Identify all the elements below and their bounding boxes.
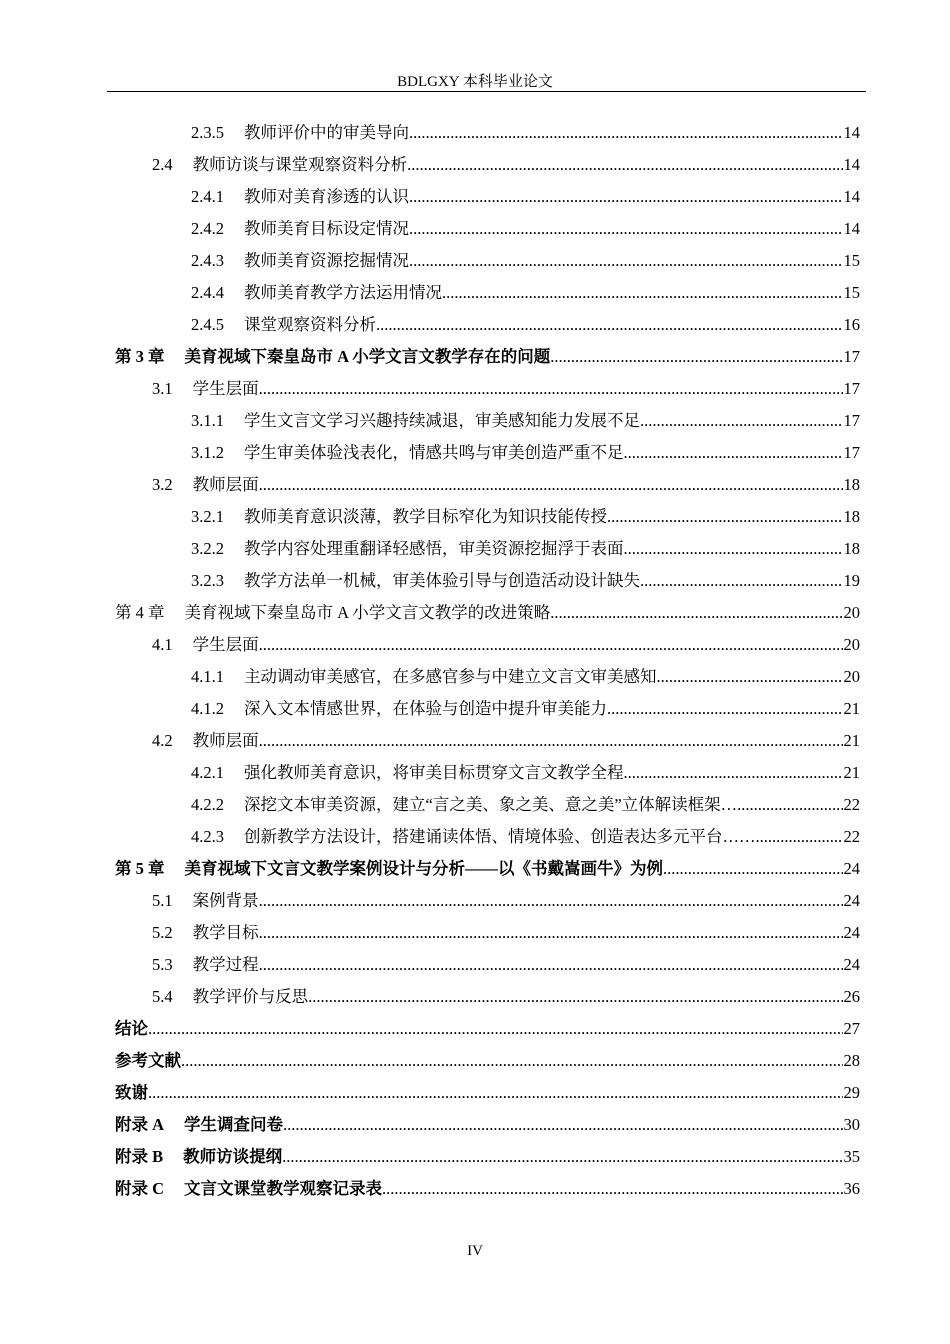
toc-entry-number: 2.4.2 bbox=[191, 219, 224, 238]
toc-dot-leader bbox=[624, 437, 843, 469]
toc-entry-title: 教学评价与反思 bbox=[192, 987, 309, 1006]
toc-entry-number: 4.2 bbox=[152, 731, 173, 750]
toc-entry-number: 附录 C bbox=[115, 1179, 165, 1198]
toc-entry-number: 4.1.1 bbox=[191, 667, 224, 686]
toc-dot-leader bbox=[607, 501, 843, 533]
toc-dot-leader bbox=[148, 1013, 843, 1045]
toc-entry-title: 教师美育意识淡薄，教学目标窄化为知识技能传授 bbox=[244, 507, 607, 526]
toc-entry-page: 16 bbox=[843, 315, 860, 334]
toc-entry-page: 22 bbox=[843, 795, 860, 814]
toc-entry-number: 3.1 bbox=[152, 379, 173, 398]
toc-dot-leader bbox=[657, 661, 843, 693]
toc-entry-page: 28 bbox=[843, 1051, 860, 1070]
toc-entry-title: 教学目标 bbox=[192, 923, 259, 942]
toc-entry-title: 创新教学方法设计，搭建诵读体悟、情境体验、创造表达多元平台…… bbox=[244, 827, 756, 846]
toc-entry-title: 深挖文本审美资源，建立“言之美、象之美、意之美”立体解读框架… bbox=[244, 795, 738, 814]
toc-entry-number: 5.3 bbox=[152, 955, 173, 974]
toc-dot-leader bbox=[624, 533, 843, 565]
toc-dot-leader bbox=[259, 949, 843, 981]
toc-entry[interactable] bbox=[115, 1077, 860, 1109]
running-header: BDLGXY 本科毕业论文 bbox=[397, 74, 553, 90]
toc-dot-leader bbox=[259, 629, 843, 661]
toc-entry-page: 35 bbox=[843, 1147, 860, 1166]
toc-entry[interactable] bbox=[115, 693, 860, 725]
toc-entry-page: 17 bbox=[843, 411, 860, 430]
toc-entry-page: 21 bbox=[843, 699, 860, 718]
toc-entry-page: 20 bbox=[843, 603, 860, 622]
toc-dot-leader bbox=[663, 853, 843, 885]
toc-entry-number: 2.4.4 bbox=[191, 283, 224, 302]
toc-entry[interactable] bbox=[115, 1045, 860, 1077]
toc-entry-number: 4.2.3 bbox=[191, 827, 224, 846]
toc-entry-page: 30 bbox=[843, 1115, 860, 1134]
toc-entry-title: 学生调查问卷 bbox=[184, 1115, 284, 1134]
toc-entry-title: 结论 bbox=[115, 1019, 148, 1038]
toc-entry[interactable] bbox=[115, 309, 860, 341]
toc-entry-title: 学生文言文学习兴趣持续减退，审美感知能力发展不足 bbox=[244, 411, 640, 430]
toc-entry[interactable] bbox=[115, 789, 860, 821]
toc-entry-page: 36 bbox=[843, 1179, 860, 1198]
toc-entry[interactable] bbox=[115, 725, 860, 757]
toc-entry-number: 3.2 bbox=[152, 475, 173, 494]
toc-entry[interactable] bbox=[115, 917, 860, 949]
toc-entry[interactable] bbox=[115, 597, 860, 629]
toc-entry[interactable] bbox=[115, 373, 860, 405]
toc-entry-number: 4.2.2 bbox=[191, 795, 224, 814]
toc-dot-leader bbox=[376, 309, 843, 341]
toc-entry-number: 第 4 章 bbox=[115, 603, 165, 622]
toc-entry-title: 强化教师美育意识，将审美目标贯穿文言文教学全程 bbox=[244, 763, 624, 782]
toc-entry-title: 教师访谈提纲 bbox=[183, 1147, 283, 1166]
toc-entry-number: 3.1.1 bbox=[191, 411, 224, 430]
toc-dot-leader bbox=[409, 181, 843, 213]
toc-entry-page: 20 bbox=[843, 667, 860, 686]
toc-entry-page: 17 bbox=[843, 379, 860, 398]
toc-entry-number: 2.4 bbox=[152, 155, 173, 174]
toc-dot-leader bbox=[282, 1141, 842, 1173]
toc-entry-number: 3.2.2 bbox=[191, 539, 224, 558]
toc-entry-page: 15 bbox=[843, 283, 860, 302]
toc-entry[interactable] bbox=[115, 181, 860, 213]
toc-entry[interactable] bbox=[115, 949, 860, 981]
toc-dot-leader bbox=[737, 789, 842, 821]
toc-dot-leader bbox=[409, 245, 843, 277]
toc-entry-title: 教学内容处理重翻译轻感悟，审美资源挖掘浮于表面 bbox=[244, 539, 624, 558]
toc-entry-number: 4.2.1 bbox=[191, 763, 224, 782]
toc-dot-leader bbox=[148, 1077, 843, 1109]
toc-entry-number: 第 3 章 bbox=[115, 347, 165, 366]
toc-entry-page: 15 bbox=[843, 251, 860, 270]
toc-entry[interactable] bbox=[115, 565, 860, 597]
toc-entry-page: 14 bbox=[843, 155, 860, 174]
toc-dot-leader bbox=[181, 1045, 843, 1077]
toc-entry-title: 学生审美体验浅表化，情感共鸣与审美创造严重不足 bbox=[244, 443, 624, 462]
toc-entry-title: 参考文献 bbox=[115, 1051, 181, 1070]
toc-entry-title: 学生层面 bbox=[192, 379, 259, 398]
toc-entry-title: 课堂观察资料分析 bbox=[244, 315, 376, 334]
toc-entry[interactable] bbox=[115, 629, 860, 661]
toc-entry-page: 21 bbox=[843, 731, 860, 750]
toc-dot-leader bbox=[409, 213, 843, 245]
toc-entry-title: 文言文课堂教学观察记录表 bbox=[184, 1179, 383, 1198]
toc-entry-number: 附录 B bbox=[115, 1147, 164, 1166]
toc-entry-number: 3.2.3 bbox=[191, 571, 224, 590]
toc-entry[interactable] bbox=[115, 981, 860, 1013]
toc-entry-number: 3.1.2 bbox=[191, 443, 224, 462]
toc-entry-title: 教学过程 bbox=[192, 955, 259, 974]
toc-dot-leader bbox=[550, 341, 842, 373]
toc-entry[interactable] bbox=[115, 1141, 860, 1173]
toc-dot-leader bbox=[259, 469, 843, 501]
toc-entry-title: 主动调动审美感官，在多感官参与中建立文言文审美感知 bbox=[244, 667, 657, 686]
toc-entry[interactable] bbox=[115, 405, 860, 437]
toc-entry-title: 教学方法单一机械，审美体验引导与创造活动设计缺失 bbox=[244, 571, 640, 590]
toc-entry-page: 14 bbox=[843, 123, 860, 142]
toc-entry-title: 教师层面 bbox=[192, 731, 259, 750]
toc-entry-page: 24 bbox=[843, 891, 860, 910]
toc-entry-title: 美育视域下秦皇岛市 A 小学文言文教学存在的问题 bbox=[184, 347, 551, 366]
toc-dot-leader bbox=[756, 821, 843, 853]
toc-entry-page: 17 bbox=[843, 347, 860, 366]
toc-entry[interactable] bbox=[115, 501, 860, 533]
toc-dot-leader bbox=[624, 757, 843, 789]
toc-entry[interactable] bbox=[115, 341, 860, 373]
toc-entry-title: 教师访谈与课堂观察资料分析 bbox=[192, 155, 408, 174]
toc-dot-leader bbox=[550, 597, 842, 629]
toc-entry-number: 5.2 bbox=[152, 923, 173, 942]
toc-entry-page: 18 bbox=[843, 475, 860, 494]
toc-entry[interactable] bbox=[115, 213, 860, 245]
toc-entry-page: 14 bbox=[843, 219, 860, 238]
toc-entry-number: 2.4.3 bbox=[191, 251, 224, 270]
toc-entry-title: 案例背景 bbox=[192, 891, 259, 910]
toc-entry[interactable] bbox=[115, 853, 860, 885]
toc-entry-number: 2.4.1 bbox=[191, 187, 224, 206]
toc-entry-page: 27 bbox=[843, 1019, 860, 1038]
toc-dot-leader bbox=[308, 981, 842, 1013]
toc-dot-leader bbox=[407, 149, 842, 181]
toc-dot-leader bbox=[607, 693, 843, 725]
toc-entry[interactable] bbox=[115, 149, 860, 181]
toc-dot-leader bbox=[640, 405, 843, 437]
toc-entry-title: 深入文本情感世界，在体验与创造中提升审美能力 bbox=[244, 699, 607, 718]
toc-entry-title: 教师美育教学方法运用情况 bbox=[244, 283, 442, 302]
toc-entry-number: 2.3.5 bbox=[191, 123, 224, 142]
toc-entry-number: 第 5 章 bbox=[115, 859, 165, 878]
toc-entry[interactable] bbox=[115, 757, 860, 789]
toc-entry-title: 教师层面 bbox=[192, 475, 259, 494]
toc-entry-page: 24 bbox=[843, 955, 860, 974]
toc-entry[interactable] bbox=[115, 533, 860, 565]
toc-entry-title: 教师评价中的审美导向 bbox=[244, 123, 409, 142]
toc-entry-page: 18 bbox=[843, 539, 860, 558]
toc-entry-number: 附录 A bbox=[115, 1115, 165, 1134]
toc-entry-title: 美育视域下秦皇岛市 A 小学文言文教学的改进策略 bbox=[184, 603, 551, 622]
toc-entry-number: 5.4 bbox=[152, 987, 173, 1006]
toc-entry-page: 29 bbox=[843, 1083, 860, 1102]
toc-entry-page: 18 bbox=[843, 507, 860, 526]
toc-entry[interactable] bbox=[115, 1013, 860, 1045]
table-of-contents bbox=[115, 117, 860, 1205]
toc-entry-title: 学生层面 bbox=[192, 635, 259, 654]
toc-entry-number: 3.2.1 bbox=[191, 507, 224, 526]
toc-entry[interactable] bbox=[115, 1109, 860, 1141]
toc-entry-number: 5.1 bbox=[152, 891, 173, 910]
toc-entry[interactable] bbox=[115, 437, 860, 469]
toc-dot-leader bbox=[259, 373, 843, 405]
toc-entry-title: 美育视域下文言文教学案例设计与分析——以《书戴嵩画牛》为例 bbox=[184, 859, 663, 878]
toc-entry[interactable] bbox=[115, 469, 860, 501]
toc-entry-page: 17 bbox=[843, 443, 860, 462]
toc-entry-number: 2.4.5 bbox=[191, 315, 224, 334]
toc-dot-leader bbox=[259, 885, 843, 917]
toc-entry[interactable] bbox=[115, 117, 860, 149]
toc-entry-page: 24 bbox=[843, 859, 860, 878]
toc-entry-page: 20 bbox=[843, 635, 860, 654]
toc-entry[interactable] bbox=[115, 245, 860, 277]
toc-dot-leader bbox=[442, 277, 843, 309]
toc-entry-number: 4.1.2 bbox=[191, 699, 224, 718]
toc-entry[interactable] bbox=[115, 1173, 860, 1205]
toc-entry[interactable] bbox=[115, 885, 860, 917]
toc-entry-title: 教师美育目标设定情况 bbox=[244, 219, 409, 238]
toc-entry-page: 22 bbox=[843, 827, 860, 846]
toc-dot-leader bbox=[259, 725, 843, 757]
toc-entry-page: 26 bbox=[843, 987, 860, 1006]
toc-entry-page: 19 bbox=[843, 571, 860, 590]
toc-dot-leader bbox=[409, 117, 843, 149]
toc-entry-page: 21 bbox=[843, 763, 860, 782]
toc-entry[interactable] bbox=[115, 821, 860, 853]
toc-entry-number: 4.1 bbox=[152, 635, 173, 654]
toc-entry-title: 致谢 bbox=[115, 1083, 148, 1102]
toc-entry-page: 24 bbox=[843, 923, 860, 942]
toc-entry-title: 教师美育资源挖掘情况 bbox=[244, 251, 409, 270]
toc-dot-leader bbox=[640, 565, 843, 597]
toc-dot-leader bbox=[259, 917, 843, 949]
header-rule bbox=[107, 91, 866, 92]
toc-dot-leader bbox=[382, 1173, 842, 1205]
toc-dot-leader bbox=[283, 1109, 842, 1141]
toc-entry[interactable] bbox=[115, 661, 860, 693]
toc-entry-page: 14 bbox=[843, 187, 860, 206]
page-number: IV bbox=[467, 1243, 483, 1259]
toc-entry[interactable] bbox=[115, 277, 860, 309]
toc-entry-title: 教师对美育渗透的认识 bbox=[244, 187, 409, 206]
